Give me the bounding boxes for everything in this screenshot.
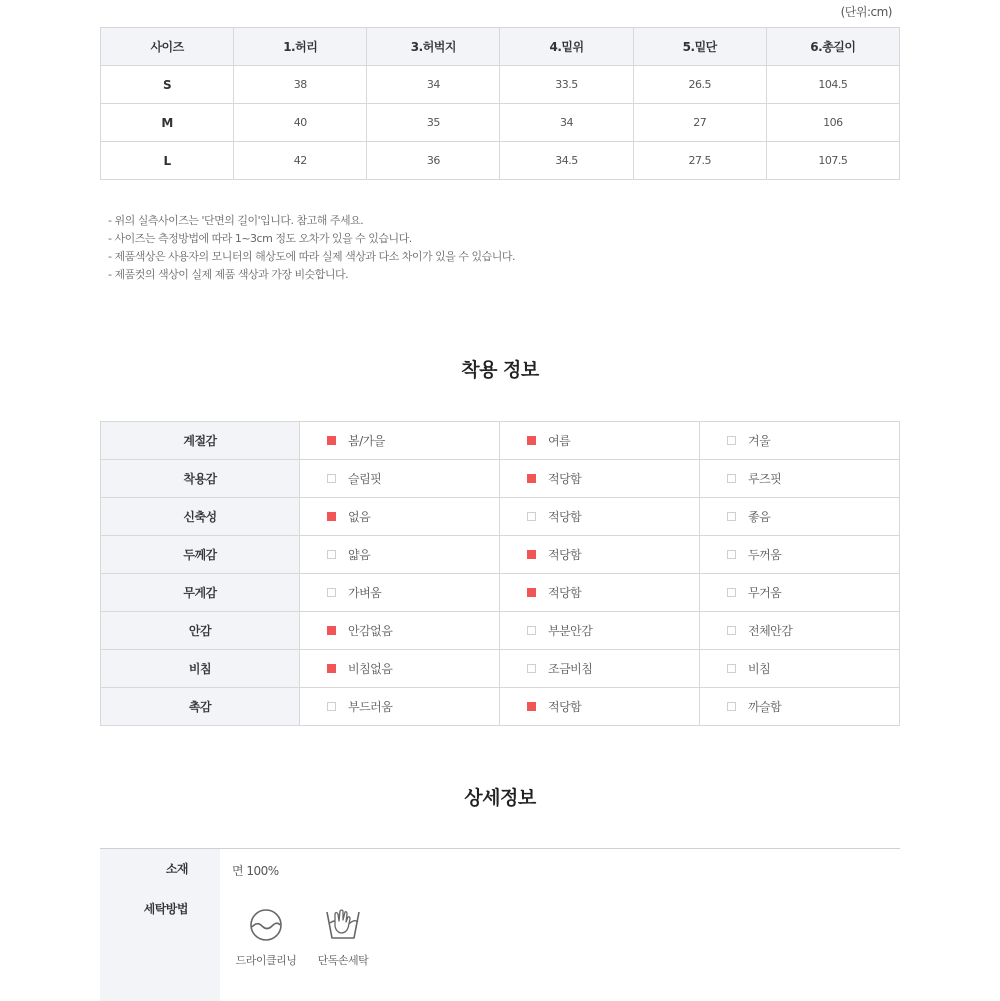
- fit-option-label: 루즈핏: [748, 472, 782, 486]
- fit-option-cell: [300, 650, 500, 688]
- note-line: - 제품색상은 사용자의 모니터의 해상도에 따라 실제 색상과 다소 차이가 있을 수 있습니다.: [108, 250, 515, 263]
- table-cell: 34: [500, 104, 633, 142]
- table-row: [101, 142, 900, 180]
- fit-option: [500, 660, 699, 677]
- table-row: [101, 66, 900, 104]
- fit-option-cell: [300, 574, 500, 612]
- fit-option-cell: [500, 688, 700, 726]
- fit-info-row: [101, 650, 900, 688]
- size-header-cell: 6.총길이: [766, 28, 899, 66]
- fit-option: [700, 432, 899, 449]
- fit-option-label: 무거움: [748, 586, 782, 600]
- checked-box-icon: [327, 626, 336, 635]
- size-table-header-row: [101, 28, 900, 66]
- fit-option-cell: [300, 498, 500, 536]
- unchecked-box-icon: [727, 702, 736, 711]
- fit-option-cell: [500, 574, 700, 612]
- fit-option: [700, 622, 899, 639]
- fit-option-label: 겨울: [748, 434, 771, 448]
- washing-method-label: 단독손세탁: [317, 954, 369, 967]
- fit-option: [700, 584, 899, 601]
- fit-option: [500, 470, 699, 487]
- fit-option-cell: [700, 688, 900, 726]
- unchecked-box-icon: [727, 626, 736, 635]
- checked-box-icon: [327, 664, 336, 673]
- fit-info-row-label: 착용감: [101, 460, 300, 498]
- unchecked-box-icon: [727, 512, 736, 521]
- table-cell: 34: [367, 66, 500, 104]
- checked-box-icon: [527, 550, 536, 559]
- fit-info-title: 착용 정보: [461, 359, 539, 381]
- unchecked-box-icon: [327, 702, 336, 711]
- dry-cleaning-icon: [249, 908, 283, 942]
- fit-option: [500, 698, 699, 715]
- fit-option-label: 비침: [748, 662, 771, 676]
- fit-info-row: [101, 460, 900, 498]
- fit-option-cell: [500, 536, 700, 574]
- washing-method-label: 드라이클리닝: [235, 954, 297, 967]
- fit-info-row-label: 신축성: [101, 498, 300, 536]
- checked-box-icon: [527, 436, 536, 445]
- size-header-cell: 1.허리: [234, 28, 367, 66]
- fit-option-label: 적당함: [548, 700, 582, 714]
- fit-option-label: 전체안감: [748, 624, 793, 638]
- fit-option-label: 안감없음: [348, 624, 393, 638]
- fit-info-row: [101, 574, 900, 612]
- fit-info-row: [101, 688, 900, 726]
- checked-box-icon: [327, 512, 336, 521]
- table-cell: 38: [234, 66, 367, 104]
- checked-box-icon: [327, 436, 336, 445]
- unchecked-box-icon: [327, 550, 336, 559]
- fit-option-cell: [500, 612, 700, 650]
- size-notes: [108, 212, 515, 284]
- fit-option-label: 봄/가을: [348, 434, 385, 448]
- table-cell: 27: [633, 104, 766, 142]
- fit-option-cell: [300, 612, 500, 650]
- note-line: - 사이즈는 측정방법에 따라 1~3cm 정도 오차가 있을 수 있습니다.: [108, 232, 412, 245]
- table-cell: 34.5: [500, 142, 633, 180]
- size-header-cell: 사이즈: [101, 28, 234, 66]
- fit-info-table: [100, 421, 900, 726]
- fit-info-row-label: 무게감: [101, 574, 300, 612]
- fit-option-label: 가벼움: [348, 586, 382, 600]
- fit-option-label: 없음: [348, 510, 371, 524]
- fit-option-label: 얇음: [348, 548, 371, 562]
- fit-option: [300, 584, 499, 601]
- fit-info-row-label: 비침: [101, 650, 300, 688]
- table-cell: 26.5: [633, 66, 766, 104]
- fit-option-label: 두꺼움: [748, 548, 782, 562]
- size-table: [100, 27, 900, 180]
- fit-option-cell: [500, 422, 700, 460]
- unchecked-box-icon: [727, 550, 736, 559]
- fit-option: [700, 470, 899, 487]
- fit-option: [500, 432, 699, 449]
- size-name-cell: M: [101, 104, 234, 142]
- washing-method-dry-cleaning: [226, 908, 306, 968]
- fit-option-cell: [300, 422, 500, 460]
- unchecked-box-icon: [527, 664, 536, 673]
- unchecked-box-icon: [727, 474, 736, 483]
- fit-option: [500, 546, 699, 563]
- fit-option-label: 적당함: [548, 510, 582, 524]
- washing-method-hand-wash: [303, 908, 383, 968]
- checked-box-icon: [527, 702, 536, 711]
- fit-option: [300, 508, 499, 525]
- fit-option: [300, 622, 499, 639]
- table-cell: 40: [234, 104, 367, 142]
- fit-option: [300, 546, 499, 563]
- table-cell: 27.5: [633, 142, 766, 180]
- table-row: [101, 104, 900, 142]
- fit-info-row-label: 안감: [101, 612, 300, 650]
- fit-option-cell: [500, 650, 700, 688]
- fit-option-cell: [500, 498, 700, 536]
- fit-option-cell: [300, 688, 500, 726]
- fit-option: [300, 470, 499, 487]
- fit-info-row: [101, 612, 900, 650]
- size-header-cell: 3.허벅지: [367, 28, 500, 66]
- unchecked-box-icon: [727, 588, 736, 597]
- fit-option: [500, 622, 699, 639]
- fit-option-cell: [700, 574, 900, 612]
- fit-option: [700, 660, 899, 677]
- table-cell: 42: [234, 142, 367, 180]
- size-name-cell: S: [101, 66, 234, 104]
- fit-option-label: 부분안감: [548, 624, 593, 638]
- fit-option-cell: [700, 612, 900, 650]
- fit-option-cell: [300, 536, 500, 574]
- fit-option-label: 비침없음: [348, 662, 393, 676]
- note-line: - 제품컷의 색상이 실제 제품 색상과 가장 비슷합니다.: [108, 268, 349, 281]
- fit-option-label: 여름: [548, 434, 571, 448]
- size-header-cell: 4.밑위: [500, 28, 633, 66]
- detail-info-title: 상세정보: [464, 787, 536, 809]
- fit-info-row-label: 촉감: [101, 688, 300, 726]
- table-cell: 107.5: [766, 142, 899, 180]
- table-cell: 104.5: [766, 66, 899, 104]
- detail-label-column: [100, 849, 220, 1001]
- fit-option: [300, 432, 499, 449]
- table-cell: 35: [367, 104, 500, 142]
- fit-option-label: 적당함: [548, 472, 582, 486]
- washing-label: 세탁방법: [143, 902, 188, 916]
- fit-option: [700, 508, 899, 525]
- unchecked-box-icon: [527, 626, 536, 635]
- fit-option-label: 슬림핏: [348, 472, 382, 486]
- checked-box-icon: [527, 474, 536, 483]
- fit-option: [500, 508, 699, 525]
- fit-option: [300, 660, 499, 677]
- fit-info-row: [101, 422, 900, 460]
- unchecked-box-icon: [327, 474, 336, 483]
- fit-info-row: [101, 498, 900, 536]
- table-cell: 33.5: [500, 66, 633, 104]
- fit-option-label: 좋음: [748, 510, 771, 524]
- fit-option-label: 적당함: [548, 548, 582, 562]
- fit-option-cell: [700, 536, 900, 574]
- fit-info-row: [101, 536, 900, 574]
- table-cell: 106: [766, 104, 899, 142]
- hand-wash-icon: [324, 908, 362, 942]
- fit-option-cell: [300, 460, 500, 498]
- fit-info-row-label: 두께감: [101, 536, 300, 574]
- size-name-cell: L: [101, 142, 234, 180]
- fit-option-cell: [700, 422, 900, 460]
- fit-option: [700, 546, 899, 563]
- fit-option-label: 부드러움: [348, 700, 393, 714]
- size-header-cell: 5.밑단: [633, 28, 766, 66]
- material-label: 소재: [165, 862, 188, 876]
- fit-option-label: 까슬함: [748, 700, 782, 714]
- fit-info-row-label: 계절감: [101, 422, 300, 460]
- material-value: 면 100%: [232, 864, 279, 878]
- unchecked-box-icon: [327, 588, 336, 597]
- fit-option-cell: [700, 460, 900, 498]
- fit-option-label: 조금비침: [548, 662, 593, 676]
- fit-option: [300, 698, 499, 715]
- unchecked-box-icon: [727, 436, 736, 445]
- fit-option-cell: [700, 498, 900, 536]
- unit-note: (단위:cm): [840, 5, 892, 19]
- fit-option-cell: [500, 460, 700, 498]
- unchecked-box-icon: [727, 664, 736, 673]
- fit-option-label: 적당함: [548, 586, 582, 600]
- table-cell: 36: [367, 142, 500, 180]
- fit-option: [700, 698, 899, 715]
- note-line: - 위의 실측사이즈는 '단면의 길이'입니다. 참고해 주세요.: [108, 214, 364, 227]
- detail-info-panel: [100, 848, 900, 1001]
- unchecked-box-icon: [527, 512, 536, 521]
- fit-option-cell: [700, 650, 900, 688]
- checked-box-icon: [527, 588, 536, 597]
- fit-option: [500, 584, 699, 601]
